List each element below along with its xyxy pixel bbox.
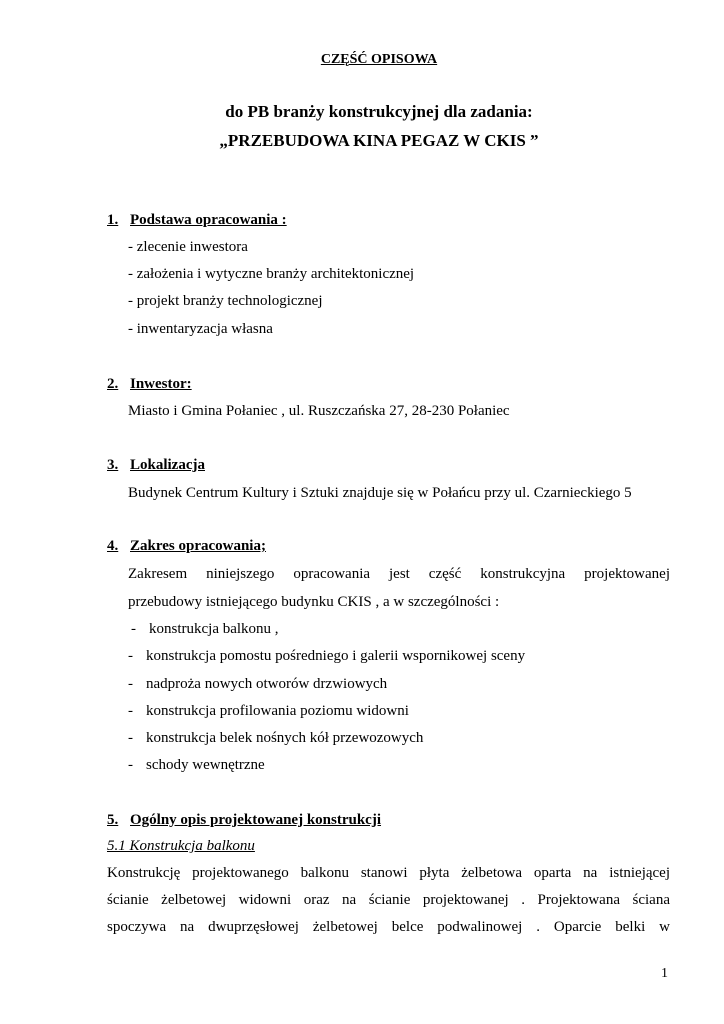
section-4-paragraph-line-2: przebudowy istniejącego budynku CKIS , a w szczególności : bbox=[128, 594, 500, 610]
section-2-text: Miasto i Gmina Połaniec , ul. Ruszczańska 27, 28-230 Połaniec bbox=[128, 403, 510, 419]
section-4-list-item: - schody wewnętrzne bbox=[128, 757, 265, 773]
section-4-paragraph-line-1: Zakresem niniejszego opracowania jest część konstrukcyjna projektowanej bbox=[128, 566, 670, 582]
section-1-item: - projekt branży technologicznej bbox=[128, 293, 323, 309]
section-4-list-item: - konstrukcja profilowania poziomu widowni bbox=[128, 703, 409, 719]
section-4-list-item: - konstrukcja balkonu , bbox=[131, 621, 279, 637]
subtitle-line-1: do PB branży konstrukcyjnej dla zadania: bbox=[225, 102, 533, 121]
section-1-number: 1. bbox=[107, 212, 119, 228]
document-title: CZĘŚĆ OPISOWA bbox=[320, 52, 438, 67]
section-5-paragraph-line: ścianie żelbetowej widowni oraz na ścianie projektowanej . Projektowana ściana bbox=[107, 892, 670, 908]
section-4-list-item: - konstrukcja pomostu pośredniego i galerii wspornikowej sceny bbox=[128, 648, 526, 664]
section-4-title: Zakres opracowania; bbox=[130, 538, 266, 554]
section-3-title: Lokalizacja bbox=[130, 457, 205, 473]
subsection-5-1-title: 5.1 Konstrukcja balkonu bbox=[107, 838, 255, 854]
section-4-number: 4. bbox=[107, 538, 119, 554]
section-4-list-item: - konstrukcja belek nośnych kół przewozowych bbox=[128, 730, 424, 746]
section-1-item: - inwentaryzacja własna bbox=[128, 321, 273, 337]
section-5-paragraph-line: Konstrukcję projektowanego balkonu stanowi płyta żelbetowa oparta na istniejącej bbox=[107, 865, 670, 881]
section-1-item: - zlecenie inwestora bbox=[128, 239, 248, 255]
page-number: 1 bbox=[661, 966, 668, 981]
section-3-number: 3. bbox=[107, 457, 119, 473]
section-4-list-item: - nadproża nowych otworów drzwiowych bbox=[128, 676, 388, 692]
section-2-title: Inwestor: bbox=[130, 376, 192, 392]
section-3-text: Budynek Centrum Kultury i Sztuki znajduje się w Połańcu przy ul. Czarnieckiego 5 bbox=[128, 485, 632, 501]
section-2-number: 2. bbox=[107, 376, 119, 392]
subtitle-line-2: „PRZEBUDOWA KINA PEGAZ W CKIS ” bbox=[219, 131, 539, 150]
section-1-item: - założenia i wytyczne branży architektonicznej bbox=[128, 266, 415, 282]
section-5-number: 5. bbox=[107, 812, 119, 828]
section-1-title: Podstawa opracowania : bbox=[130, 212, 287, 228]
section-5-title: Ogólny opis projektowanej konstrukcji bbox=[130, 812, 382, 828]
section-5-paragraph-line: spoczywa na dwuprzęsłowej żelbetowej belce podwalinowej . Oparcie belki w bbox=[107, 919, 670, 935]
